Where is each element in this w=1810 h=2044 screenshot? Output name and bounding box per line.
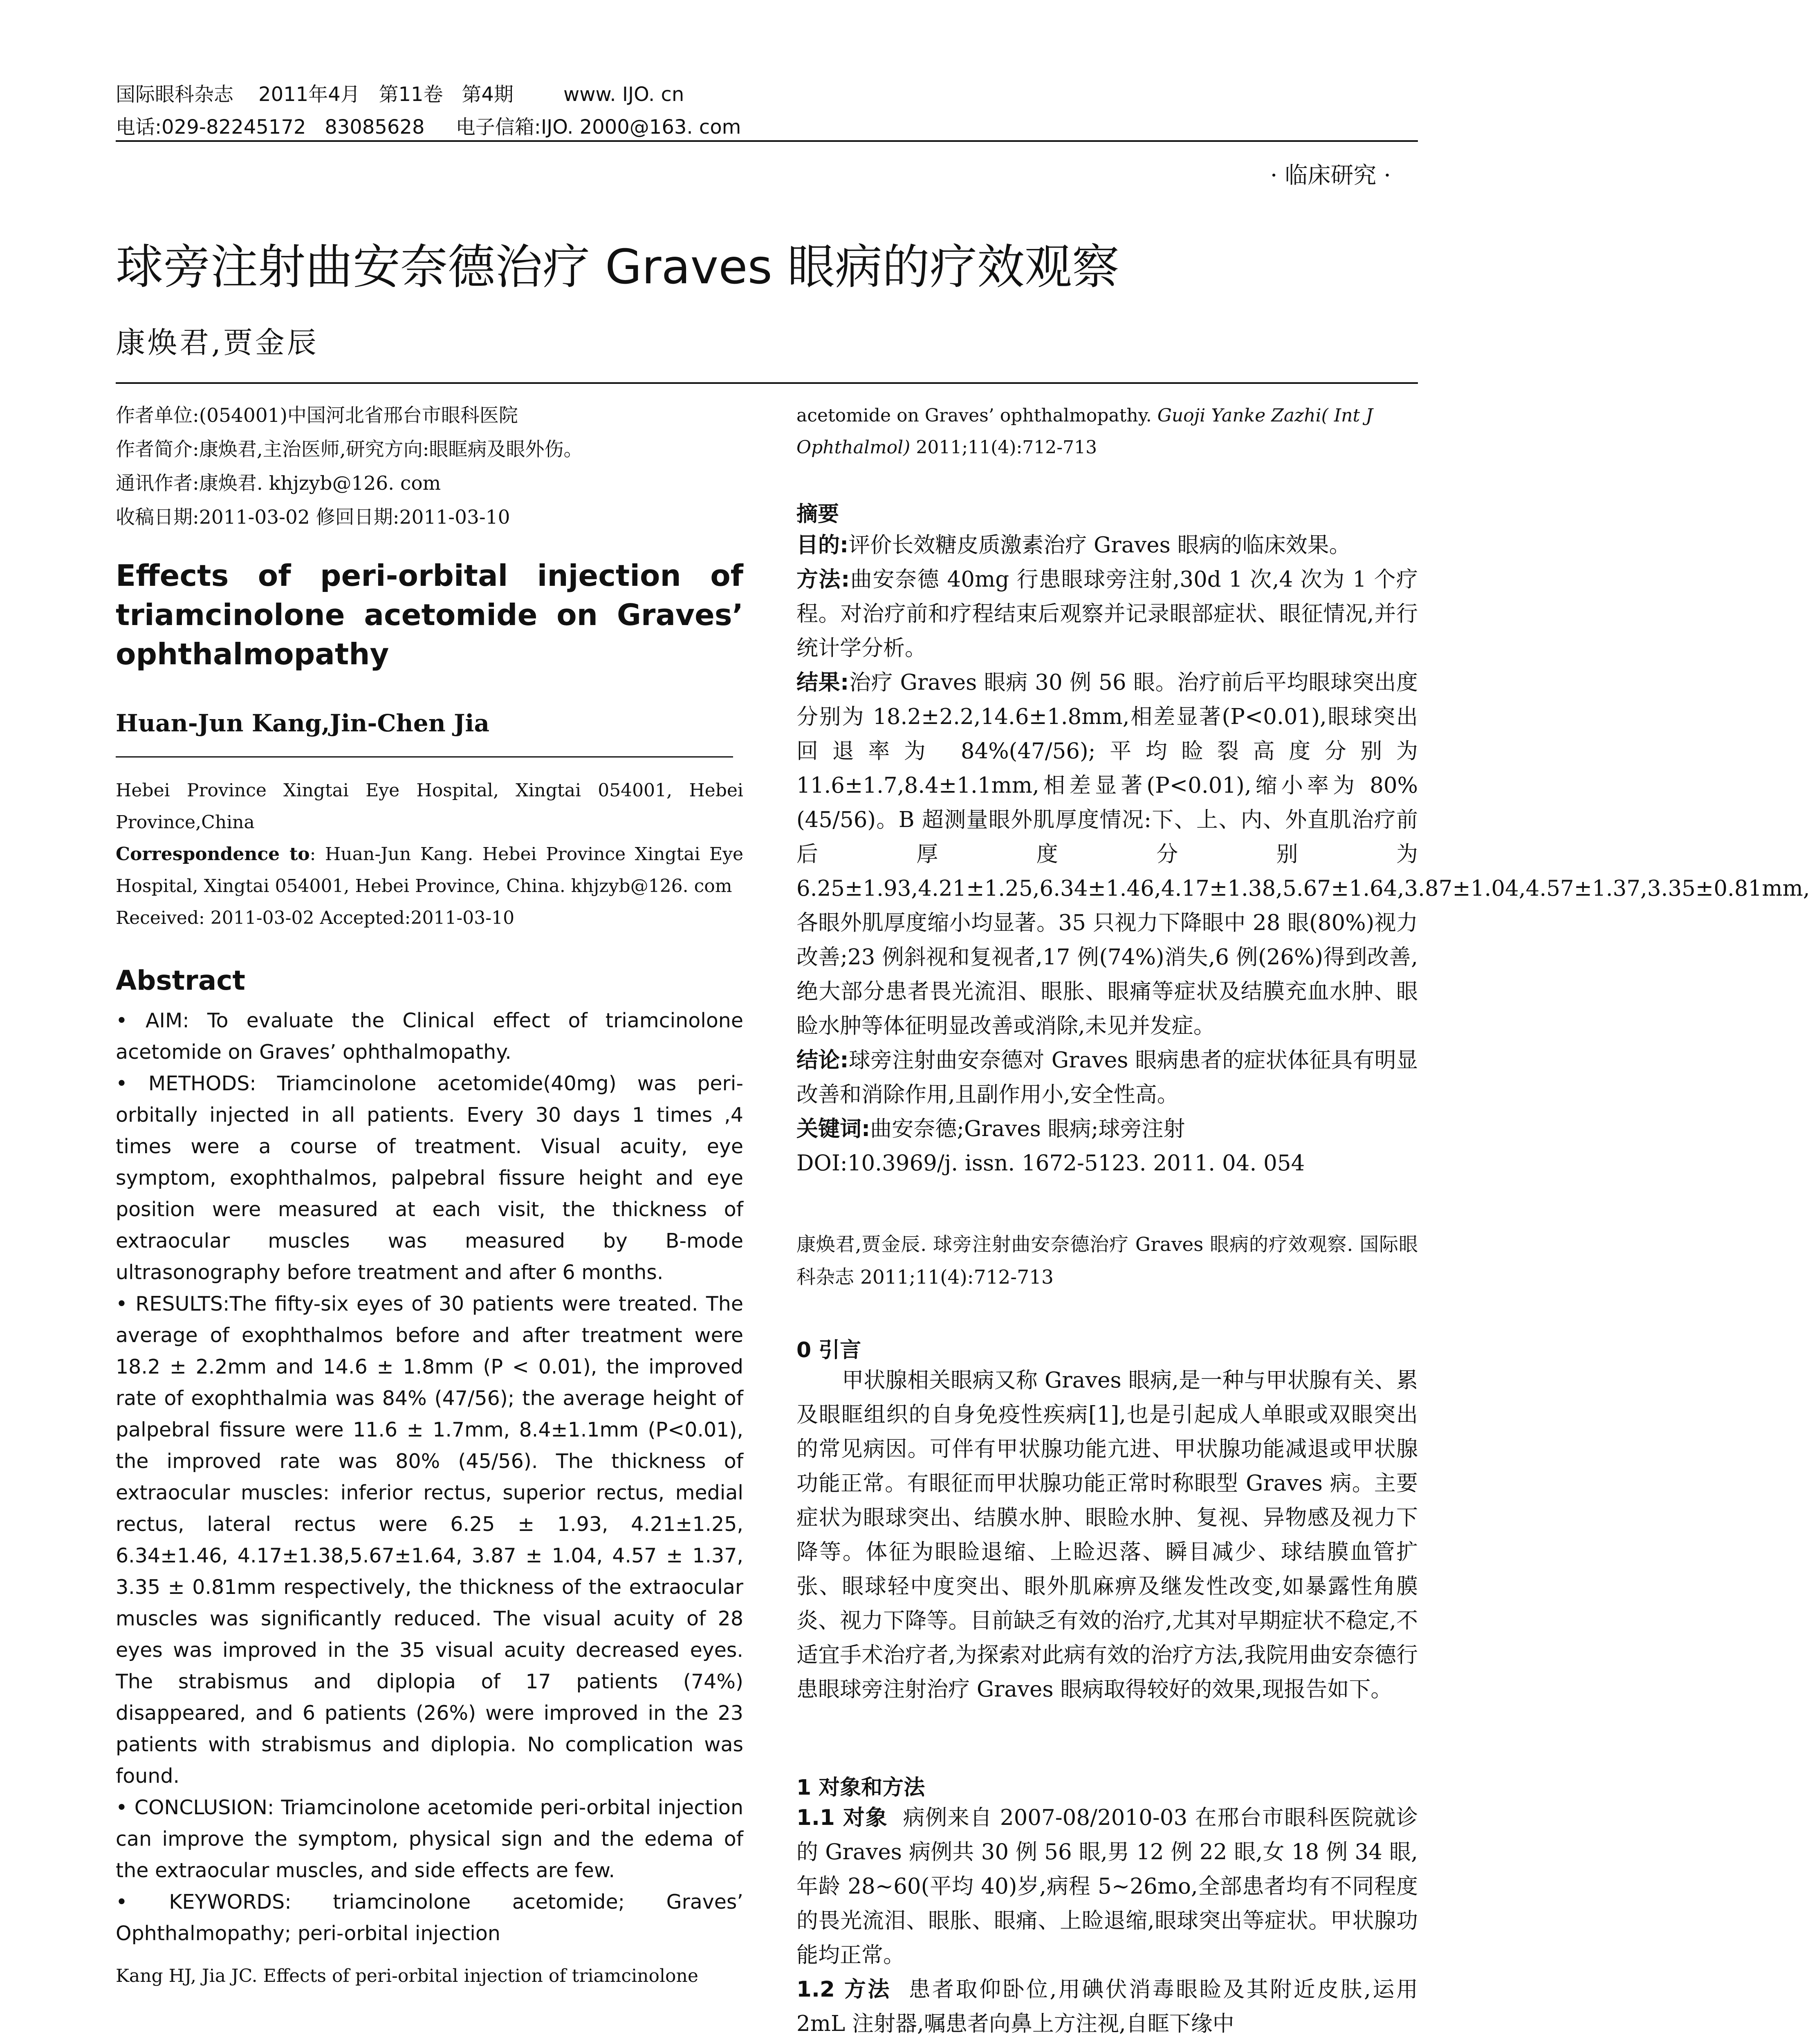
affiliation-block-en — [116, 775, 743, 934]
abstract-body-en — [116, 1005, 743, 1949]
section-tag: · 临床研究 · — [1270, 162, 1391, 189]
section-1-2-text: 患者取仰卧位,用碘伏消毒眼睑及其附近皮肤,运用 2mL 注射器,嘱患者向鼻上方注视,自眶下缘中 — [796, 1977, 1418, 2036]
section-1-1 — [796, 1801, 1418, 2041]
section-1-1-para — [796, 1801, 1418, 1972]
authors-rule — [116, 756, 733, 758]
section-1-2-para — [796, 1972, 1418, 2041]
author-info — [116, 399, 743, 534]
citation-cn: 康焕君,贾金辰. 球旁注射曲安奈德治疗 Graves 眼病的疗效观察. 国际眼科杂志 2011;11(4):712-713 — [796, 1233, 1418, 1289]
keywords-text-cn: 曲安奈德;Graves 眼病;球旁注射 — [870, 1116, 1185, 1141]
author-affiliation-cn: 作者单位:(054001)中国河北省邢台市眼科医院 — [116, 404, 518, 427]
section-1-1-text: 病例来自 2007-08/2010-03 在邢台市眼科医院就诊的 Graves 病例共 30 例 56 眼,男 12 例 22 眼,女 18 例 34 眼,年龄 28~60(平均 40)岁,病程 5~26mo,全部患者均有不同程度的畏光流泪、眼胀、眼痛、上睑退缩,眼球突出等症状。甲状腺功能均正常。 — [796, 1805, 1418, 1968]
header-rule — [116, 140, 1418, 142]
abstract-aim-en: • AIM: To evaluate the Clinical effect of triamcinolone acetomide on Graves’ ophthalmopathy. — [116, 1009, 743, 1064]
abstract-results-en: • RESULTS:The fifty-six eyes of 30 patients were treated. The average of exophthalmos before and after treatment were 18.2 ± 2.2mm and 14.6 ± 1.8mm (P < 0.01), the improved rate of exophthalmia was 84% (47/56); the average height of palpebral fissure were 11.6 ± 1.7mm, 8.4±1.1mm (P<0.01), the improved rate was 80% (45/56). The thickness of extraocular muscles: inferior rectus, superior rectus, medial rectus, lateral rectus were 6.25 ± 1.93, 4.21±1.25, 6.34±1.46, 4.17±1.38,5.67±1.64, 3.87 ± 1.04, 4.57 ± 1.37, 3.35 ± 0.81mm respectively, the thickness of the extraocular muscles was significantly reduced. The visual acuity of 28 eyes was improved in the 35 visual acuity decreased eyes. The strabismus and diplopia of 17 patients (74%) disappeared, and 6 patients (26%) were improved in the 23 patients with strabismus and diplopia. No complication was found. — [116, 1292, 743, 1788]
journal-header-line2: 电话:029-82245172 83085628 电子信箱:IJO. 2000@163. com — [116, 116, 741, 139]
corresponding-author-cn: 通讯作者:康焕君. khjzyb@126. com — [116, 472, 441, 495]
abstract-body-cn — [796, 528, 1810, 1181]
results-text-cn: 治疗 Graves 眼病 30 例 56 眼。治疗前后平均眼球突出度分别为 18.2±2.2,14.6±1.8mm,相差显著(P<0.01),眼球突出回退率为 84%(47/56);平均睑裂高度分别为 11.6±1.7,8.4±1.1mm,相差显著(P<0.01),缩小率为 80%(45/56)。B 超测量眼外肌厚度情况:下、上、内、外直肌治疗前后厚度分别为 6.25±1.93,4.21±1.25,6.34±1.46,4.17±1.38,5.67±1.64,3.87±1.04,4.57±1.37,3.35±0.81mm,各眼外肌厚度缩小均显著。35 只视力下降眼中 28 眼(80%)视力改善;23 例斜视和复视者,17 例(74%)消失,6 例(26%)得到改善,绝大部分患者畏光流泪、眼胀、眼痛等症状及结膜充血水肿、眼睑水肿等体征明显改善或消除,未见并发症。 — [796, 670, 1810, 1038]
title-rule — [116, 382, 1418, 384]
authors-en: Huan-Jun Kang,Jin-Chen Jia — [116, 709, 490, 737]
citation-en-title-tail: acetomide on Graves’ ophthalmopathy. — [796, 405, 1157, 426]
abstract-conclusion-en: • CONCLUSION: Triamcinolone acetomide peri-orbital injection can improve the symptom, physical sign and the edema of the extraocular muscles, and side effects are few. — [116, 1796, 743, 1882]
abstract-heading-cn: 摘要 — [796, 502, 839, 527]
citation-en-journal: Guoji Yanke Zazhi( Int J Ophthalmol) — [796, 405, 1373, 458]
correspondence-label: Correspondence to — [116, 844, 310, 865]
intro-heading: 0 引言 — [796, 1338, 861, 1363]
abstract-methods-cn — [796, 563, 1418, 666]
abstract-aim-cn — [796, 528, 1418, 563]
conclusion-label-cn: 结论: — [796, 1048, 849, 1073]
article-title-en: Effects of peri-orbital injection of triamcinolone acetomide on Graves’ ophthalmopathy — [116, 558, 743, 671]
section-1-2-label: 1.2 方法 — [796, 1977, 891, 2002]
aim-text-cn: 评价长效糖皮质激素治疗 Graves 眼病的临床效果。 — [848, 533, 1351, 558]
author-bio-cn: 作者简介:康焕君,主治医师,研究方向:眼眶病及眼外伤。 — [116, 438, 583, 461]
citation-en-part1: Kang HJ, Jia JC. Effects of peri-orbital injection of triamcinolone — [116, 1966, 698, 1986]
affiliation-en: Hebei Province Xingtai Eye Hospital, Xingtai 054001, Hebei Province,China — [116, 780, 743, 833]
received-dates-cn: 收稿日期:2011-03-02 修回日期:2011-03-10 — [116, 506, 510, 529]
correspondence-text: : Huan-Jun Kang. Hebei Province Xingtai Eye Hospital, Xingtai 054001, Hebei Province, China. khjzyb@126. com — [116, 844, 744, 896]
abstract-keywords-cn — [796, 1112, 1418, 1146]
aim-label-cn: 目的: — [796, 533, 849, 558]
keywords-label-cn: 关键词: — [796, 1116, 870, 1141]
methods-heading: 1 对象和方法 — [796, 1775, 925, 1800]
article-title-cn: 球旁注射曲安奈德治疗 Graves 眼病的疗效观察 — [116, 240, 1119, 295]
methods-text-cn: 曲安奈德 40mg 行患眼球旁注射,30d 1 次,4 次为 1 个疗程。对治疗前和疗程结束后观察并记录眼部症状、眼征情况,并行统计学分析。 — [796, 567, 1418, 661]
section-1-1-label: 1.1 对象 — [796, 1805, 888, 1830]
received-en: Received: 2011-03-02 Accepted:2011-03-10 — [116, 908, 515, 928]
methods-label-cn: 方法: — [796, 567, 850, 592]
abstract-conclusion-cn — [796, 1043, 1418, 1112]
citation-en-part2 — [796, 400, 1418, 464]
abstract-keywords-en: • KEYWORDS: triamcinolone acetomide; Graves’ Ophthalmopathy; peri-orbital injection — [116, 1890, 743, 1945]
journal-header-line1: 国际眼科杂志 2011年4月 第11卷 第4期 www. IJO. cn — [116, 83, 684, 106]
doi: DOI:10.3969/j. issn. 1672-5123. 2011. 04. 054 — [796, 1151, 1305, 1176]
citation-en-volume: 2011;11(4):712-713 — [910, 437, 1097, 458]
correspondence-en — [116, 838, 743, 902]
authors-cn: 康焕君,贾金辰 — [116, 325, 319, 360]
abstract-results-cn — [796, 666, 1810, 1043]
intro-text: 甲状腺相关眼病又称 Graves 眼病,是一种与甲状腺有关、累及眼眶组织的自身免疫性疾病[1],也是引起成人单眼或双眼突出的常见病因。可伴有甲状腺功能亢进、甲状腺功能减退或甲状腺功能正常。有眼征而甲状腺功能正常时称眼型 Graves 病。主要症状为眼球突出、结膜水肿、眼睑水肿、复视、异物感及视力下降等。体征为眼睑退缩、上睑迟落、瞬目减少、球结膜血管扩张、眼球轻中度突出、眼外肌麻痹及继发性改变,如暴露性角膜炎、视力下降等。目前缺乏有效的治疗,尤其对早期症状不稳定,不适宜手术治疗者,为探索对此病有效的治疗方法,我院用曲安奈德行患眼球旁注射治疗 Graves 眼病取得较好的效果,现报告如下。 — [796, 1368, 1418, 1702]
conclusion-text-cn: 球旁注射曲安奈德对 Graves 眼病患者的症状体征具有明显改善和消除作用,且副作用小,安全性高。 — [796, 1048, 1418, 1107]
abstract-heading-en: Abstract — [116, 965, 245, 996]
results-label-cn: 结果: — [796, 670, 849, 695]
abstract-methods-en: • METHODS: Triamcinolone acetomide(40mg) was peri-orbitally injected in all patients. Every 30 days 1 times ,4 times were a course of treatment. Visual acuity, eye symptom, exophthalmos, palpebral fissure height and eye position were measured at each visit, the thickness of extraocular muscles was measured by B-mode ultrasonography before treatment and after 6 months. — [116, 1072, 743, 1284]
